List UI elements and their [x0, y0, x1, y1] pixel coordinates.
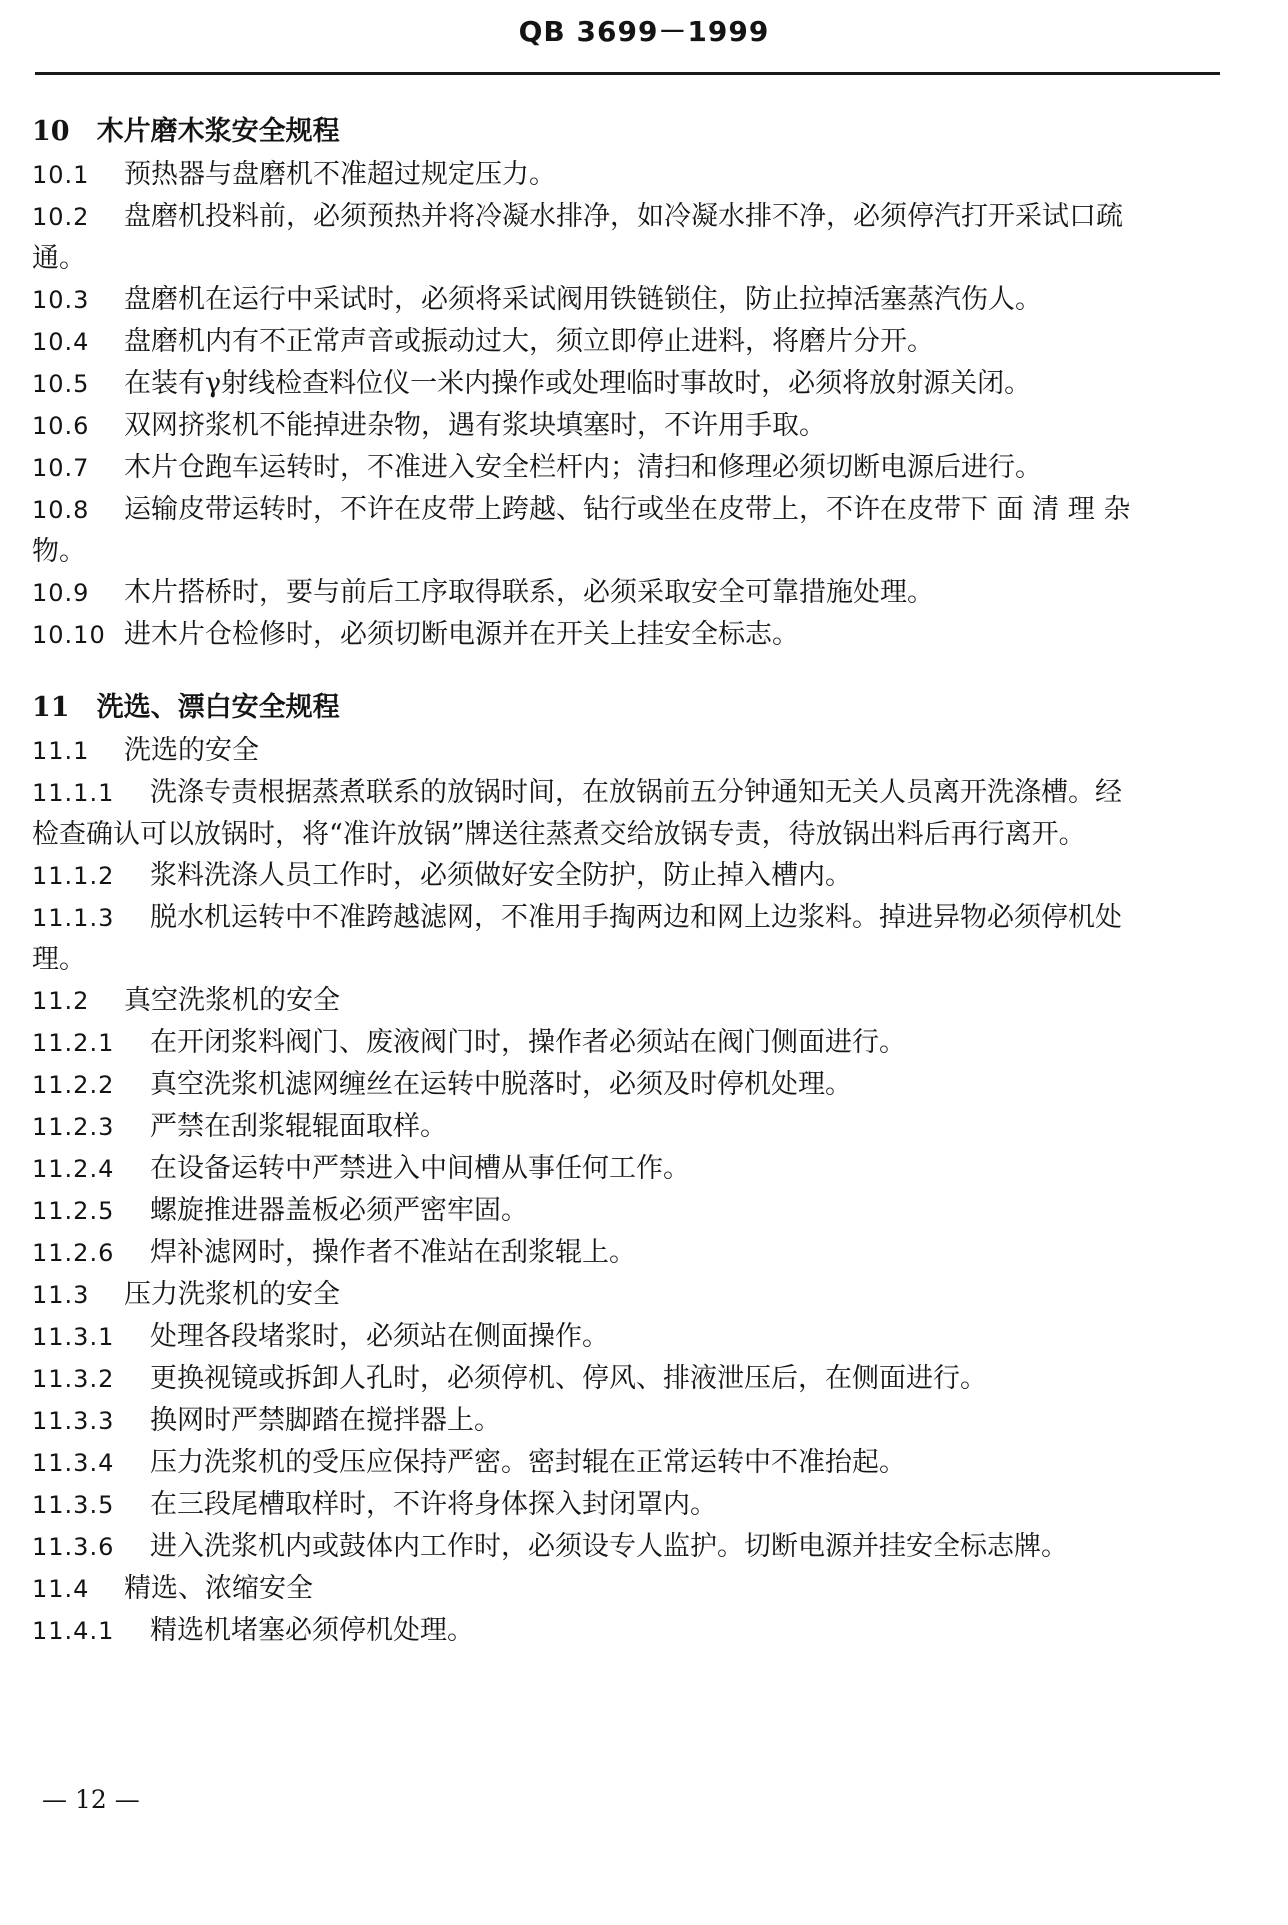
subsection-11-1-items [32, 772, 1222, 980]
subsection-11-1-heading [32, 730, 1222, 772]
clause-text: 洗涤专责根据蒸煮联系的放锅时间，在放锅前五分钟通知无关人员离开洗涤槽。经 [150, 777, 1122, 808]
section-gap [32, 656, 1222, 686]
clause-continuation: 理。 [32, 944, 86, 975]
clause-text: 在三段尾槽取样时，不许将身体探入封闭罩内。 [150, 1489, 717, 1520]
clause-text: 进木片仓检修时，必须切断电源并在开关上挂安全标志。 [124, 619, 799, 650]
clause-text: 在装有γ射线检查料位仪一米内操作或处理临时事故时，必须将放射源关闭。 [124, 368, 1032, 399]
clause-number: 11.2.4 [32, 1155, 115, 1183]
clause-text: 处理各段堵浆时，必须站在侧面操作。 [150, 1321, 609, 1352]
subsection-11-4-heading [32, 1568, 1222, 1610]
clause-number: 10.8 [32, 496, 90, 524]
clause-number: 11.3.1 [32, 1323, 115, 1351]
clause-number: 11.1.2 [32, 862, 115, 890]
subsection-number: 11.2 [32, 987, 90, 1015]
clause-item [32, 1442, 1222, 1484]
clause-number: 11.3.4 [32, 1449, 115, 1477]
header-rule [35, 72, 1220, 75]
subsection-11-2-heading [32, 980, 1222, 1022]
clause-number: 10.2 [32, 203, 90, 231]
clause-text: 浆料洗涤人员工作时，必须做好安全防护，防止掉入槽内。 [150, 860, 852, 891]
clause-number: 11.1.3 [32, 904, 115, 932]
clause-text: 运输皮带运转时，不许在皮带上跨越、钻行或坐在皮带上，不许在皮带下 面 清 理 杂 [124, 494, 1131, 525]
clause-text: 盘磨机在运行中采试时，必须将采试阀用铁链锁住，防止拉掉活塞蒸汽伤人。 [124, 284, 1042, 315]
clause-number: 10.1 [32, 161, 90, 189]
subsection-11-3-items [32, 1316, 1222, 1568]
clause-item [32, 489, 1222, 531]
clause-text: 在设备运转中严禁进入中间槽从事任何工作。 [150, 1153, 690, 1184]
clause-continuation: 通。 [32, 243, 86, 274]
clause-number: 11.2.1 [32, 1029, 115, 1057]
subsection-title: 精选、浓缩安全 [124, 1573, 313, 1604]
standard-number-header: QB 3699－1999 [518, 15, 770, 48]
clause-number: 11.3.5 [32, 1491, 115, 1519]
clause-number: 11.3.2 [32, 1365, 115, 1393]
clause-item [32, 855, 1222, 897]
clause-item [32, 1316, 1222, 1358]
clause-text: 木片仓跑车运转时，不准进入安全栏杆内；清扫和修理必须切断电源后进行。 [124, 452, 1042, 483]
clause-text: 压力洗浆机的受压应保持严密。密封辊在正常运转中不准抬起。 [150, 1447, 906, 1478]
clause-item [32, 1526, 1222, 1568]
clause-item [32, 405, 1222, 447]
clause-item [32, 321, 1222, 363]
clause-continuation: 物。 [32, 536, 86, 567]
clause-number: 10.9 [32, 579, 90, 607]
page-number: — 12 — [42, 1785, 140, 1814]
subsection-number: 11.3 [32, 1281, 90, 1309]
clause-number: 10.7 [32, 454, 90, 482]
section-11-title: 11 洗选、漂白安全规程 [32, 692, 340, 723]
clause-number: 11.2.3 [32, 1113, 115, 1141]
clause-item [32, 1484, 1222, 1526]
clause-number: 10.4 [32, 328, 90, 356]
clause-text: 焊补滤网时，操作者不准站在刮浆辊上。 [150, 1237, 636, 1268]
clause-number: 10.10 [32, 621, 106, 649]
subsection-title: 压力洗浆机的安全 [124, 1279, 340, 1310]
clause-text: 换网时严禁脚踏在搅拌器上。 [150, 1405, 501, 1436]
clause-text: 木片搭桥时，要与前后工序取得联系，必须采取安全可靠措施处理。 [124, 577, 934, 608]
clause-text: 在开闭浆料阀门、废液阀门时，操作者必须站在阀门侧面进行。 [150, 1027, 906, 1058]
clause-text: 真空洗浆机滤网缠丝在运转中脱落时，必须及时停机处理。 [150, 1069, 852, 1100]
clause-text: 双网挤浆机不能掉进杂物，遇有浆块填塞时，不许用手取。 [124, 410, 826, 441]
clause-number: 10.5 [32, 370, 90, 398]
subsection-11-4-items [32, 1610, 1222, 1652]
clause-text: 更换视镜或拆卸人孔时，必须停机、停风、排液泄压后，在侧面进行。 [150, 1363, 987, 1394]
clause-number: 11.3.3 [32, 1407, 115, 1435]
clause-number: 10.6 [32, 412, 90, 440]
clause-text: 脱水机运转中不准跨越滤网，不准用手掏两边和网上边浆料。掉进异物必须停机处 [150, 902, 1122, 933]
clause-item [32, 1232, 1222, 1274]
clause-text: 严禁在刮浆辊辊面取样。 [150, 1111, 447, 1142]
clause-item [32, 363, 1222, 405]
clause-item [32, 1022, 1222, 1064]
clause-continuation: 检查确认可以放锅时，将“准许放锅”牌送往蒸煮交给放锅专责，待放锅出料后再行离开。 [32, 819, 1086, 850]
clause-item [32, 1400, 1222, 1442]
clause-text: 螺旋推进器盖板必须严密牢固。 [150, 1195, 528, 1226]
clause-number: 11.1.1 [32, 779, 115, 807]
clause-number: 11.2.5 [32, 1197, 115, 1225]
clause-number: 11.2.6 [32, 1239, 115, 1267]
clause-number: 10.3 [32, 286, 90, 314]
subsection-11-3-heading [32, 1274, 1222, 1316]
clause-item [32, 572, 1222, 614]
clause-item [32, 1358, 1222, 1400]
clause-item [32, 772, 1222, 814]
clause-item [32, 897, 1222, 939]
clause-item [32, 196, 1222, 238]
clause-item [32, 1610, 1222, 1652]
clause-text: 精选机堵塞必须停机处理。 [150, 1615, 474, 1646]
subsection-11-2-items [32, 1022, 1222, 1274]
section-10-items [32, 154, 1222, 656]
clause-item [32, 447, 1222, 489]
clause-item [32, 154, 1222, 196]
clause-item [32, 279, 1222, 321]
clause-text: 预热器与盘磨机不准超过规定压力。 [124, 159, 556, 190]
clause-item [32, 1148, 1222, 1190]
clause-number: 11.3.6 [32, 1533, 115, 1561]
section-10-title: 10 木片磨木浆安全规程 [32, 116, 340, 147]
clause-text: 盘磨机投料前，必须预热并将冷凝水排净，如冷凝水排不净，必须停汽打开采试口疏 [124, 201, 1123, 232]
clause-item [32, 1106, 1222, 1148]
clause-text: 盘磨机内有不正常声音或振动过大，须立即停止进料，将磨片分开。 [124, 326, 934, 357]
subsection-title: 洗选的安全 [124, 735, 259, 766]
clause-item [32, 1064, 1222, 1106]
page-body [32, 110, 1222, 1652]
subsection-number: 11.1 [32, 737, 90, 765]
clause-text: 进入洗浆机内或鼓体内工作时，必须设专人监护。切断电源并挂安全标志牌。 [150, 1531, 1068, 1562]
subsection-title: 真空洗浆机的安全 [124, 985, 340, 1016]
subsection-number: 11.4 [32, 1575, 90, 1603]
clause-number: 11.2.2 [32, 1071, 115, 1099]
clause-item [32, 1190, 1222, 1232]
clause-item [32, 614, 1222, 656]
clause-number: 11.4.1 [32, 1617, 115, 1645]
